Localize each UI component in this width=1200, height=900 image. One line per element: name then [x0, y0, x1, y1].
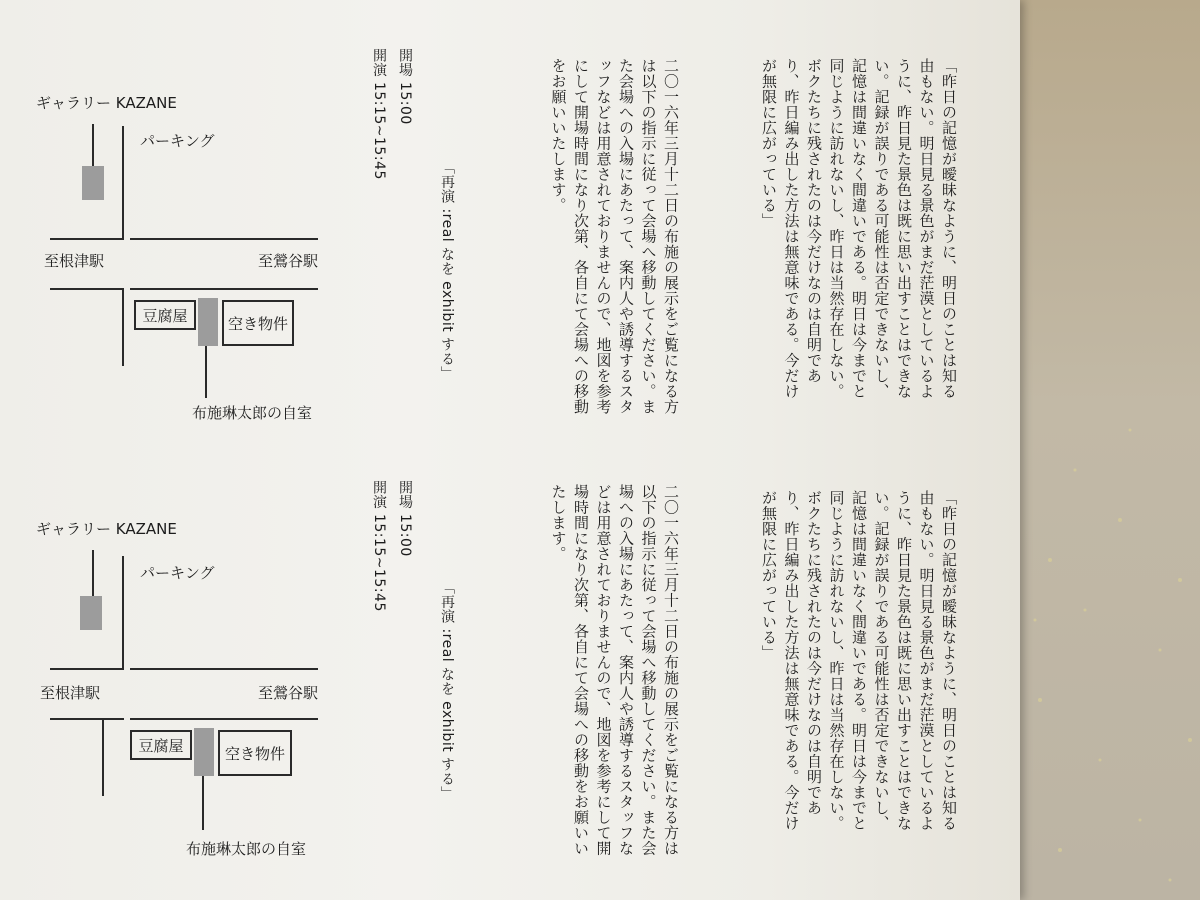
- poem-text: 「昨日の記憶が曖昧なように、明日のことは知る由もない。明日見る景色がまだ茫漠としているように、昨日見た景色は既に思い出すことはできない。記録が誤りである可能性は否定できないし、記憶は間違いなく間違いである。明日は今までと同じように訪れないし、昨日は当然存在しない。ボクたちに残されたのは今だけなのは自明であり、昨日編み出した方法は無意味である。今だけが無限に広がっている」: [760, 58, 958, 399]
- tofu-shop: 豆腐屋: [134, 300, 196, 330]
- performance-time: 開演 15:15~15:45: [371, 48, 387, 180]
- gallery-building: [80, 596, 102, 630]
- gallery-label: ギャラリー KAZANE: [36, 520, 177, 538]
- residence-building: [198, 298, 218, 346]
- road-bottom-left: [50, 718, 124, 720]
- road-top-left: [50, 668, 124, 670]
- residence-building: [194, 728, 214, 776]
- gallery-pointer: [92, 124, 94, 166]
- residence-pointer: [205, 346, 207, 398]
- road-left-upper: [122, 126, 124, 238]
- road-left-lower: [122, 290, 124, 366]
- road-bottom-right: [130, 718, 318, 720]
- residence-label: 布施琳太郎の自室: [192, 404, 313, 422]
- instructions-text: 二〇一六年三月十二日の布施の展示をご覧になる方は以下の指示に従って会場へ移動してください。また会場への入場にあたって、案内人や誘導するスタッフなどは用意されておりませんので、地図を参考にして開場時間になり次第、各自にて会場への移動をお願いいたします。: [549, 58, 680, 415]
- parking-label: パーキング: [140, 564, 215, 582]
- to-uguisudani-label: 至鶯谷駅: [258, 684, 319, 702]
- performance-time: 開演 15:15~15:45: [371, 480, 387, 612]
- exhibit-title: 「再演 :real なを exhibit する」: [439, 580, 455, 801]
- open-time: 開場 15:00: [397, 48, 413, 125]
- vacant-property: 空き物件: [218, 730, 292, 776]
- gallery-label: ギャラリー KAZANE: [36, 94, 177, 112]
- to-nezu-label: 至根津駅: [44, 252, 105, 270]
- tofu-shop: 豆腐屋: [130, 730, 192, 760]
- instructions-text: 二〇一六年三月十二日の布施の展示をご覧になる方は以下の指示に従って会場へ移動してください。また会場への入場にあたって、案内人や誘導するスタッフなどは用意されておりませんので、地図を参考にして開場時間になり次第、各自にて会場への移動をお願いいたします。: [549, 484, 680, 856]
- vacant-property: 空き物件: [222, 300, 294, 346]
- residence-label: 布施琳太郎の自室: [186, 840, 307, 858]
- poem-text: 「昨日の記憶が曖昧なように、明日のことは知る由もない。明日見る景色がまだ茫漠としているように、昨日見た景色は既に思い出すことはできない。記録が誤りである可能性は否定できないし、記憶は間違いなく間違いである。明日は今までと同じように訪れないし、昨日は当然存在しない。ボクたちに残されたのは今だけなのは自明であり、昨日編み出した方法は無意味である。今だけが無限に広がっている」: [760, 490, 958, 831]
- road-top-right: [130, 238, 318, 240]
- road-bottom-left: [50, 288, 124, 290]
- gallery-pointer: [92, 550, 94, 596]
- parking-label: パーキング: [140, 132, 215, 150]
- road-bottom-right: [130, 288, 318, 290]
- open-time: 開場 15:00: [397, 480, 413, 557]
- exhibit-title: 「再演 :real なを exhibit する」: [439, 160, 455, 381]
- road-top-right: [130, 668, 318, 670]
- road-left-upper: [122, 556, 124, 670]
- to-uguisudani-label: 至鶯谷駅: [258, 252, 319, 270]
- road-left-lower: [102, 720, 104, 796]
- to-nezu-label: 至根津駅: [40, 684, 101, 702]
- gallery-building: [82, 166, 104, 200]
- road-top-left: [50, 238, 124, 240]
- residence-pointer: [202, 776, 204, 830]
